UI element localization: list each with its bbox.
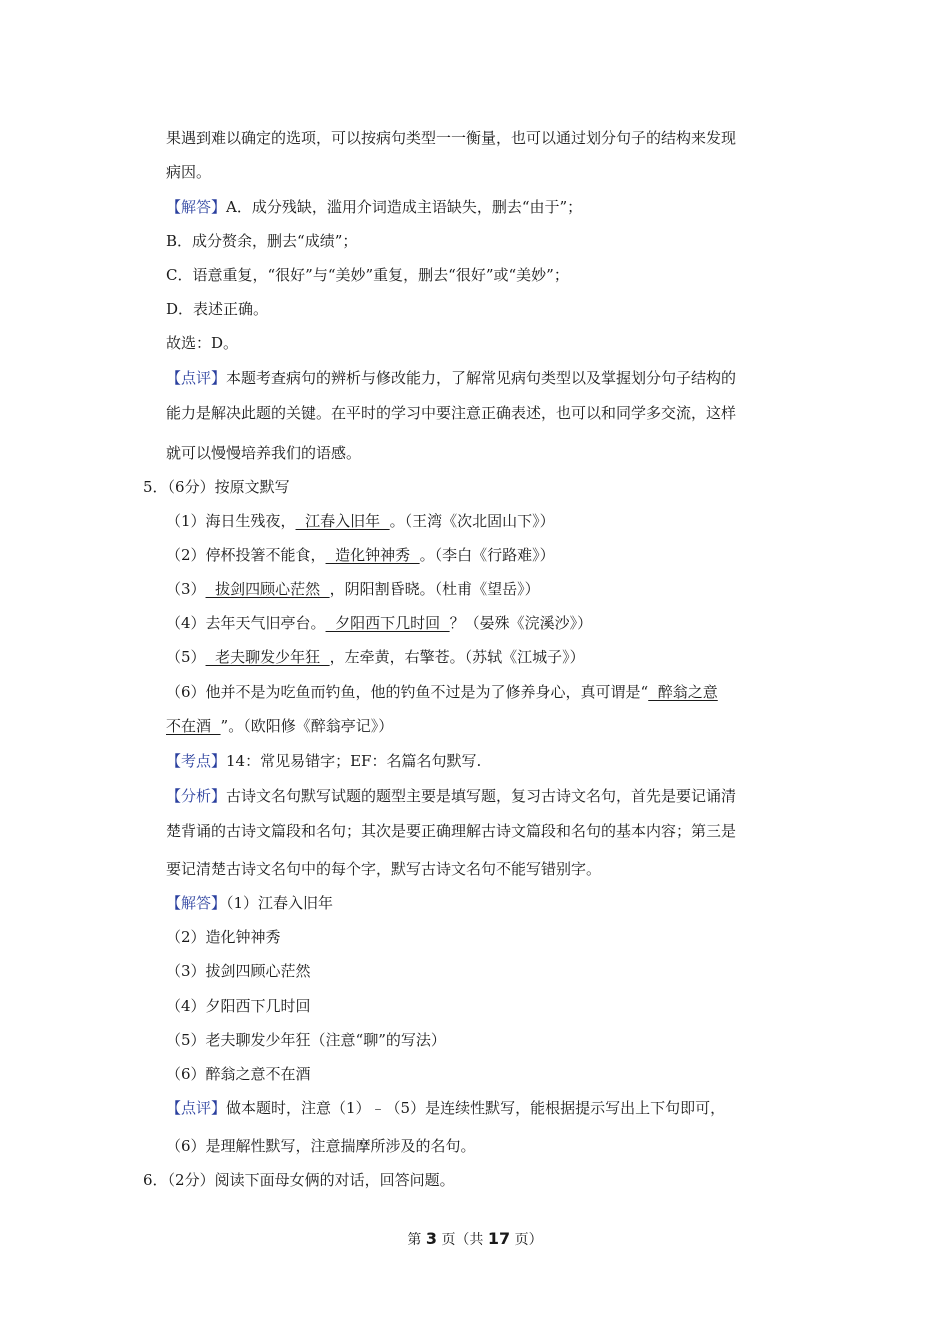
fill-line-2 <box>166 545 555 565</box>
text-line: （3）拔剑四顾心茫然 <box>166 962 311 980</box>
blank-answer: 拔剑四顾心茫然 <box>205 580 330 598</box>
text-line: 楚背诵的古诗文篇段和名句；其次是要正确理解古诗文篇段和名句的基本内容；第三是 <box>166 822 737 840</box>
fill-line-4 <box>166 613 592 633</box>
comment-tag: 【点评】 <box>166 369 227 387</box>
question-5-title: 5．（6分）按原文默写 <box>143 478 290 496</box>
text-span: 14：常见易错字；EF：名篇名句默写. <box>226 752 482 770</box>
text-span: （3） <box>166 580 206 598</box>
blank-answer: 醉翁之意 <box>648 683 718 701</box>
text-line: 就可以慢慢培养我们的语感。 <box>166 444 362 462</box>
footer-text: 页（共 <box>441 1232 484 1248</box>
text-span: 本题考查病句的辨析与修改能力，了解常见病句类型以及掌握划分句子结构的 <box>226 369 737 387</box>
text-line: C．语意重复，“很好”与“美妙”重复，删去“很好”或“美妙”； <box>166 266 569 284</box>
page-number: 3 <box>425 1229 437 1248</box>
text-span: ”。（欧阳修《醉翁亭记》） <box>220 717 394 735</box>
fill-line-3 <box>166 579 540 599</box>
analysis-line <box>166 786 736 806</box>
fill-line-6 <box>166 682 718 702</box>
text-span: ？（晏殊《浣溪沙》） <box>449 614 593 632</box>
text-span: （5） <box>166 648 206 666</box>
test-point-line <box>166 751 481 771</box>
text-line: 故选：D。 <box>166 334 239 352</box>
answer-tag: 【解答】 <box>166 198 227 216</box>
footer-text: 页） <box>514 1232 543 1248</box>
test-point-tag: 【考点】 <box>166 752 227 770</box>
answer-line <box>166 197 582 217</box>
answer-tag: 【解答】 <box>166 894 227 912</box>
text-line: （6）醉翁之意不在酒 <box>166 1065 311 1083</box>
comment-tag: 【点评】 <box>166 1099 227 1117</box>
question-6-title: 6．（2分）阅读下面母女俩的对话，回答问题。 <box>143 1171 455 1189</box>
text-line: D．表述正确。 <box>166 300 269 318</box>
blank-answer: 江春入旧年 <box>295 512 390 530</box>
blank-answer: 老夫聊发少年狂 <box>205 648 330 666</box>
text-span: ，左牵黄，右擎苍。（苏轼《江城子》） <box>329 648 585 666</box>
text-span: 做本题时，注意（1）﹣（5）是连续性默写，能根据提示写出上下句即可， <box>226 1099 726 1117</box>
text-line: （6）是理解性默写，注意揣摩所涉及的名句。 <box>166 1137 476 1155</box>
text-span: ，阴阳割昏晓。（杜甫《望岳》） <box>329 580 540 598</box>
text-span: （4）去年天气旧亭台。 <box>166 614 326 632</box>
comment-line <box>166 368 736 388</box>
analysis-tag: 【分析】 <box>166 787 227 805</box>
fill-line-5 <box>166 647 585 667</box>
text-span: 。（王湾《次北固山下》） <box>389 512 555 530</box>
footer-text: 第 <box>407 1232 422 1248</box>
blank-answer: 造化钟神秀 <box>325 546 420 564</box>
text-span: 古诗文名句默写试题的题型主要是填写题，复习古诗文名句，首先是要记诵清 <box>226 787 737 805</box>
text-line: （4）夕阳西下几时回 <box>166 997 311 1015</box>
page-footer <box>0 1229 950 1250</box>
text-span: 。（李白《行路难》） <box>419 546 555 564</box>
text-line: 病因。 <box>166 163 212 181</box>
fill-line-1 <box>166 511 555 531</box>
text-line: 要记清楚古诗文名句中的每个字，默写古诗文名句不能写错别字。 <box>166 860 602 878</box>
comment-line <box>166 1098 725 1118</box>
text-span: （2）停杯投箸不能食， <box>166 546 326 564</box>
text-span: （1）海日生残夜， <box>166 512 296 530</box>
text-span: （6）他并不是为吃鱼而钓鱼，他的钓鱼不过是为了修养身心，真可谓是“ <box>166 683 649 701</box>
fill-line-6-cont <box>166 716 393 736</box>
total-pages: 17 <box>487 1229 511 1248</box>
text-span: A．成分残缺，滥用介词造成主语缺失，删去“由于”； <box>226 198 583 216</box>
text-line: （5）老夫聊发少年狂（注意“聊”的写法） <box>166 1031 446 1049</box>
text-line: （2）造化钟神秀 <box>166 928 281 946</box>
text-span: （1）江春入旧年 <box>226 894 334 912</box>
blank-answer: 不在酒 <box>166 717 221 735</box>
text-line: 果遇到难以确定的选项，可以按病句类型一一衡量，也可以通过划分句子的结构来发现 <box>166 129 737 147</box>
answer-line <box>166 893 333 913</box>
blank-answer: 夕阳西下几时回 <box>325 614 450 632</box>
text-line: B．成分赘余，删去“成绩”； <box>166 232 358 250</box>
text-line: 能力是解决此题的关键。在平时的学习中要注意正确表述，也可以和同学多交流，这样 <box>166 404 737 422</box>
